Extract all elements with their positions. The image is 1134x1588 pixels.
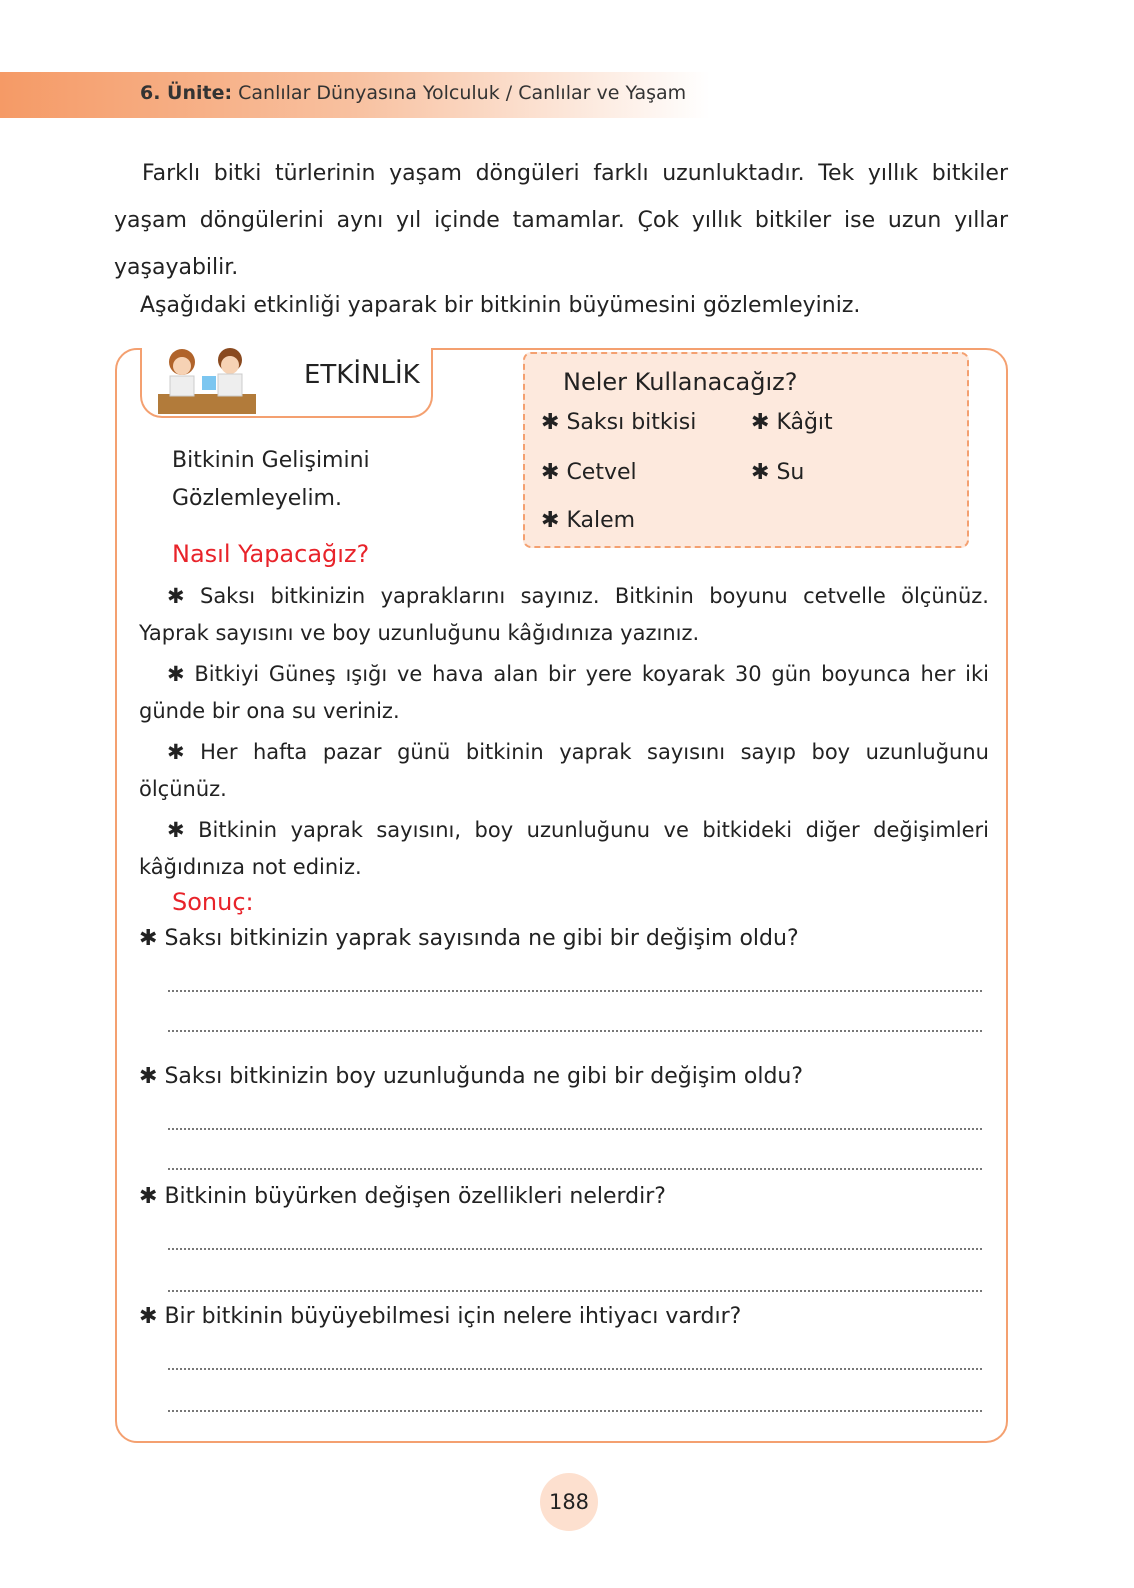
- intro-paragraph: Farklı bitki türlerinin yaşam döngüleri farklı uzunluktadır. Tek yıllık bitkiler yaşam döngülerini aynı yıl içinde tamamlar. Çok yıllık bitkiler ise uzun yıllar yaşayabilir.: [114, 161, 1008, 280]
- answer-line[interactable]: [168, 1248, 982, 1250]
- question: ✱ Saksı bitkinizin boy uzunluğunda ne gibi bir değişim oldu?: [139, 1064, 804, 1089]
- scientists-illustration-icon: [154, 344, 258, 418]
- how-title: Nasıl Yapacağız?: [172, 540, 370, 568]
- materials-box: [523, 352, 969, 548]
- material-item: ✱ Kâğıt: [751, 410, 833, 435]
- question: ✱ Saksı bitkinizin yaprak sayısında ne gibi bir değişim oldu?: [139, 926, 799, 951]
- answer-line[interactable]: [168, 1290, 982, 1292]
- unit-header: [140, 82, 686, 104]
- activity-title-line1: Bitkinin Gelişimini: [172, 448, 370, 473]
- result-title: Sonuç:: [172, 888, 254, 916]
- answer-line[interactable]: [168, 1368, 982, 1370]
- activity-label: ETKİNLİK: [304, 360, 420, 390]
- activity-title-line2: Gözlemleyelim.: [172, 486, 342, 511]
- material-item: ✱ Su: [751, 460, 805, 485]
- step-item: ✱ Bitkiyi Güneş ışığı ve hava alan bir yere koyarak 30 gün boyunca her iki günde bir ona su veriniz.: [139, 662, 989, 723]
- material-item: ✱ Kalem: [541, 508, 636, 533]
- answer-line[interactable]: [168, 1410, 982, 1412]
- unit-label: 6. Ünite:: [140, 82, 233, 104]
- answer-line[interactable]: [168, 990, 982, 992]
- step-item: ✱ Saksı bitkinizin yapraklarını sayınız. Bitkinin boyunu cetvelle ölçünüz. Yaprak sayısını ve boy uzunluğunu kâğıdınıza yazınız.: [139, 584, 989, 645]
- unit-title: Canlılar Dünyasına Yolculuk / Canlılar ve Yaşam: [238, 82, 687, 104]
- activity-title: [172, 442, 370, 518]
- step-item: ✱ Her hafta pazar günü bitkinin yaprak sayısını sayıp boy uzunluğunu ölçünüz.: [139, 740, 989, 801]
- steps-list: [139, 578, 989, 886]
- question: ✱ Bitkinin büyürken değişen özellikleri nelerdir?: [139, 1184, 666, 1209]
- page-number: 188: [540, 1473, 598, 1531]
- answer-line[interactable]: [168, 1030, 982, 1032]
- materials-title: Neler Kullanacağız?: [563, 368, 798, 396]
- instruction: Aşağıdaki etkinliği yaparak bir bitkinin büyümesini gözlemleyiniz.: [140, 293, 861, 318]
- activity-tab: [140, 348, 433, 418]
- question: ✱ Bir bitkinin büyüyebilmesi için nelere ihtiyacı vardır?: [139, 1304, 742, 1329]
- material-item: ✱ Saksı bitkisi: [541, 410, 697, 435]
- answer-line[interactable]: [168, 1128, 982, 1130]
- step-item: ✱ Bitkinin yaprak sayısını, boy uzunluğunu ve bitkideki diğer değişimleri kâğıdınıza not ediniz.: [139, 818, 989, 879]
- answer-line[interactable]: [168, 1168, 982, 1170]
- material-item: ✱ Cetvel: [541, 460, 637, 485]
